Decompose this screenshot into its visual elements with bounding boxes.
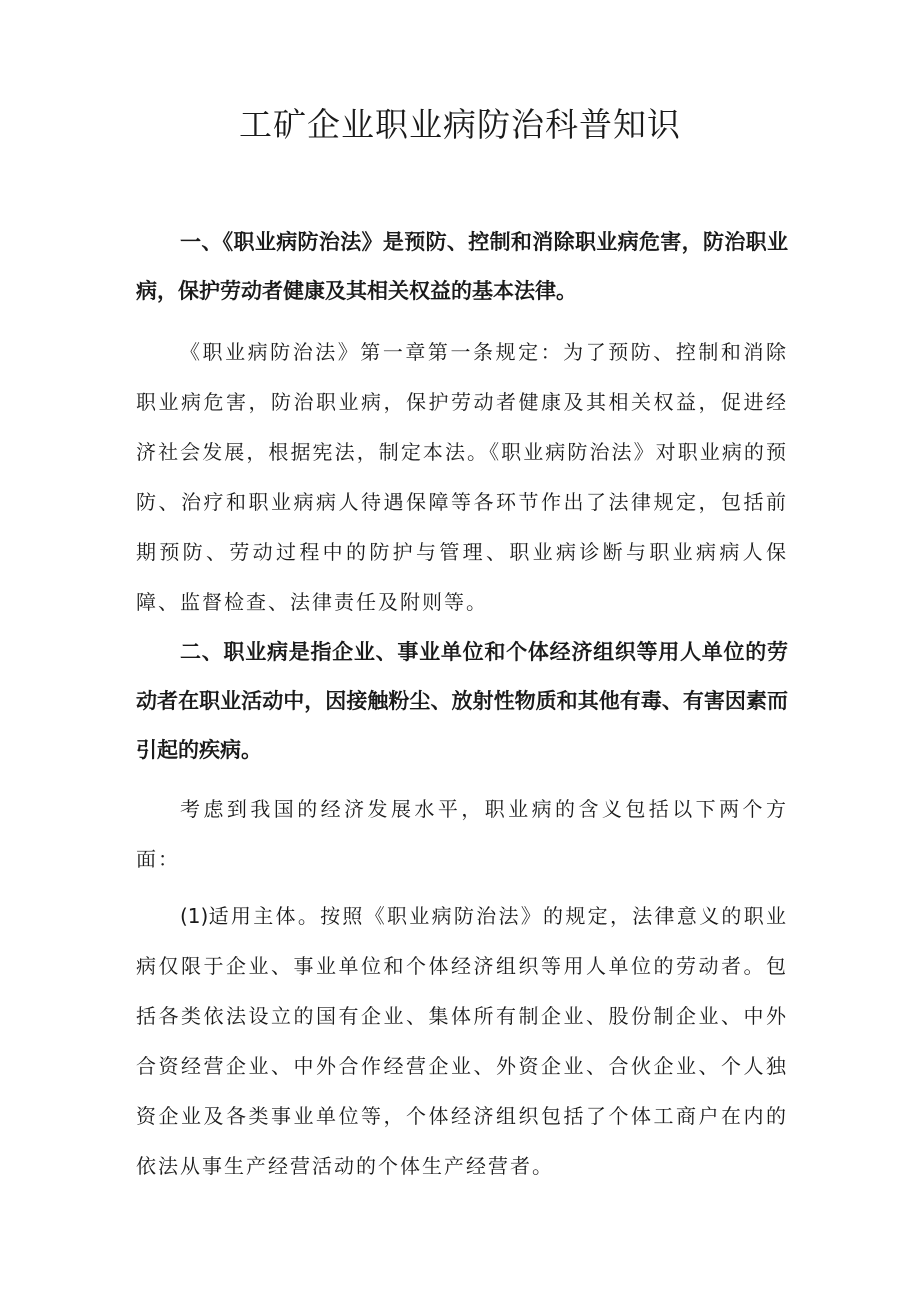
list-item-number: (1) [180, 904, 209, 928]
section-heading-2: 二、职业病是指企业、事业单位和个体经济组织等用人单位的劳动者在职业活动中，因接触粉尘、放射性物质和其他有毒、有害因素而引起的疾病。 [136, 640, 788, 762]
section-paragraph-2: 考虑到我国的经济发展水平，职业病的含义包括以下两个方面： [136, 797, 788, 871]
section-heading-1: 一、《职业病防治法》是预防、控制和消除职业病危害，防治职业病，保护劳动者健康及其相关权益的基本法律。 [136, 230, 788, 303]
list-item-1 [136, 891, 788, 1191]
list-item-text: 适用主体。按照《职业病防治法》的规定，法律意义的职业病仅限于企业、事业单位和个体经济组织等用人单位的劳动者。包括各类依法设立的国有企业、集体所有制企业、股份制企业、中外合资经营企业、中外合作经营企业、外资企业、合伙企业、个人独资企业及各类事业单位等，个体经济组织包括了个体工商户在内的依法从事生产经营活动的个体生产经营者。 [136, 904, 788, 1178]
section-paragraph-1: 《职业病防治法》第一章第一条规定：为了预防、控制和消除职业病危害，防治职业病，保护劳动者健康及其相关权益，促进经济社会发展，根据宪法，制定本法。《职业病防治法》对职业病的预防、治疗和职业病病人待遇保障等各环节作出了法律规定，包括前期预防、劳动过程中的防护与管理、职业病诊断与职业病病人保障、监督检查、法律责任及附则等。 [136, 340, 788, 614]
document-title: 工矿企业职业病防治科普知识 [239, 105, 681, 144]
